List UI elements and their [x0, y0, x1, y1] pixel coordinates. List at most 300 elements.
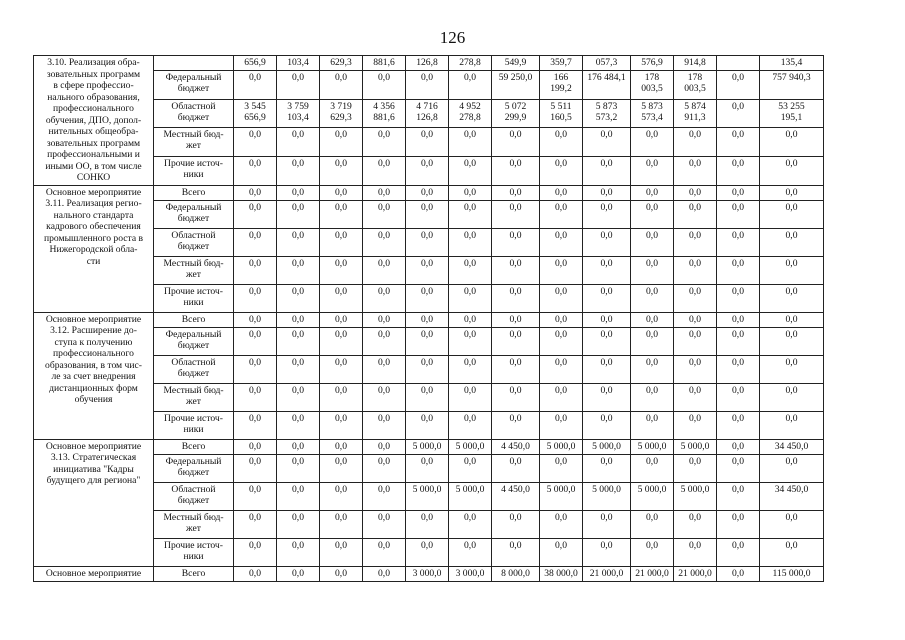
value-cell: 057,3 — [583, 56, 631, 71]
value-cell: 0,0 — [717, 566, 760, 581]
value-cell: 0,0 — [492, 185, 540, 200]
value-cell: 0,0 — [406, 185, 449, 200]
value-cell: 0,0 — [717, 482, 760, 510]
value-cell: 0,0 — [234, 228, 277, 256]
value-cell: 0,0 — [674, 355, 717, 383]
value-cell: 0,0 — [406, 312, 449, 327]
value-cell: 0,0 — [631, 355, 674, 383]
table-row — [34, 312, 824, 327]
value-cell: 0,0 — [234, 482, 277, 510]
value-cell: 0,0 — [583, 128, 631, 157]
funding-source-cell: Федеральный бюджет — [154, 454, 234, 482]
value-cell: 0,0 — [277, 355, 320, 383]
value-cell: 0,0 — [449, 383, 492, 411]
value-cell: 0,0 — [674, 200, 717, 228]
value-cell: 5 000,0 — [449, 439, 492, 454]
value-cell: 0,0 — [449, 454, 492, 482]
value-cell: 21 000,0 — [631, 566, 674, 581]
table-row — [34, 439, 824, 454]
value-cell: 0,0 — [363, 284, 406, 312]
value-cell: 3 545 656,9 — [234, 99, 277, 128]
value-cell: 5 000,0 — [674, 482, 717, 510]
value-cell: 0,0 — [234, 312, 277, 327]
value-cell: 0,0 — [234, 128, 277, 157]
table-row — [34, 56, 824, 71]
total-cell: 0,0 — [760, 383, 824, 411]
value-cell: 0,0 — [320, 128, 363, 157]
value-cell: 0,0 — [631, 200, 674, 228]
funding-source-cell: Прочие источ- ники — [154, 538, 234, 566]
value-cell: 0,0 — [234, 411, 277, 439]
value-cell: 103,4 — [277, 56, 320, 71]
value-cell: 38 000,0 — [540, 566, 583, 581]
value-cell: 0,0 — [540, 454, 583, 482]
value-cell: 629,3 — [320, 56, 363, 71]
value-cell: 0,0 — [717, 538, 760, 566]
value-cell: 656,9 — [234, 56, 277, 71]
total-cell: 0,0 — [760, 411, 824, 439]
table-row — [34, 185, 824, 200]
value-cell: 0,0 — [540, 355, 583, 383]
value-cell: 0,0 — [406, 200, 449, 228]
value-cell: 0,0 — [674, 284, 717, 312]
value-cell: 0,0 — [674, 156, 717, 185]
value-cell: 0,0 — [363, 128, 406, 157]
value-cell: 0,0 — [717, 284, 760, 312]
total-cell: 0,0 — [760, 312, 824, 327]
funding-source-cell: Всего — [154, 312, 234, 327]
value-cell: 3 000,0 — [406, 566, 449, 581]
value-cell: 0,0 — [320, 312, 363, 327]
value-cell: 0,0 — [363, 355, 406, 383]
value-cell: 0,0 — [717, 383, 760, 411]
value-cell: 0,0 — [277, 566, 320, 581]
total-cell: 0,0 — [760, 454, 824, 482]
value-cell: 0,0 — [406, 411, 449, 439]
value-cell: 176 484,1 — [583, 71, 631, 100]
value-cell: 0,0 — [583, 228, 631, 256]
total-cell: 34 450,0 — [760, 439, 824, 454]
value-cell: 0,0 — [234, 200, 277, 228]
total-cell: 0,0 — [760, 185, 824, 200]
value-cell: 0,0 — [277, 510, 320, 538]
value-cell: 0,0 — [674, 128, 717, 157]
value-cell: 0,0 — [717, 200, 760, 228]
funding-source-cell: Федеральный бюджет — [154, 200, 234, 228]
value-cell: 0,0 — [320, 566, 363, 581]
value-cell: 0,0 — [717, 355, 760, 383]
value-cell: 0,0 — [540, 228, 583, 256]
value-cell: 4 450,0 — [492, 439, 540, 454]
value-cell: 0,0 — [492, 383, 540, 411]
value-cell: 0,0 — [449, 256, 492, 284]
value-cell: 0,0 — [320, 71, 363, 100]
value-cell: 5 874 911,3 — [674, 99, 717, 128]
funding-source-cell: Прочие источ- ники — [154, 156, 234, 185]
value-cell: 0,0 — [234, 284, 277, 312]
value-cell: 0,0 — [583, 256, 631, 284]
value-cell: 8 000,0 — [492, 566, 540, 581]
value-cell: 59 250,0 — [492, 71, 540, 100]
total-cell: 0,0 — [760, 510, 824, 538]
value-cell: 126,8 — [406, 56, 449, 71]
value-cell: 0,0 — [540, 185, 583, 200]
value-cell: 0,0 — [363, 383, 406, 411]
value-cell: 914,8 — [674, 56, 717, 71]
value-cell: 5 000,0 — [631, 482, 674, 510]
value-cell: 5 000,0 — [540, 439, 583, 454]
value-cell: 0,0 — [583, 185, 631, 200]
value-cell: 4 356 881,6 — [363, 99, 406, 128]
value-cell: 0,0 — [449, 228, 492, 256]
value-cell: 0,0 — [540, 312, 583, 327]
value-cell: 0,0 — [583, 510, 631, 538]
value-cell: 166 199,2 — [540, 71, 583, 100]
value-cell: 0,0 — [492, 312, 540, 327]
value-cell: 0,0 — [492, 355, 540, 383]
funding-source-cell: Прочие источ- ники — [154, 284, 234, 312]
value-cell: 0,0 — [631, 312, 674, 327]
activity-cell: Основное мероприятие — [34, 566, 154, 581]
value-cell: 278,8 — [449, 56, 492, 71]
value-cell: 0,0 — [492, 538, 540, 566]
value-cell: 4 450,0 — [492, 482, 540, 510]
total-cell: 0,0 — [760, 128, 824, 157]
value-cell: 0,0 — [363, 566, 406, 581]
value-cell: 0,0 — [277, 482, 320, 510]
value-cell: 0,0 — [277, 383, 320, 411]
value-cell: 0,0 — [363, 156, 406, 185]
value-cell: 0,0 — [234, 256, 277, 284]
value-cell: 0,0 — [449, 128, 492, 157]
value-cell: 0,0 — [320, 327, 363, 355]
value-cell: 5 000,0 — [449, 482, 492, 510]
value-cell: 0,0 — [277, 256, 320, 284]
value-cell: 0,0 — [449, 355, 492, 383]
value-cell: 0,0 — [406, 538, 449, 566]
value-cell: 5 000,0 — [583, 482, 631, 510]
value-cell: 0,0 — [320, 185, 363, 200]
value-cell: 0,0 — [363, 482, 406, 510]
total-cell: 0,0 — [760, 156, 824, 185]
value-cell: 0,0 — [492, 454, 540, 482]
value-cell: 0,0 — [540, 510, 583, 538]
funding-source-cell: Всего — [154, 439, 234, 454]
value-cell: 0,0 — [449, 200, 492, 228]
funding-source-cell: Местный бюд- жет — [154, 510, 234, 538]
value-cell: 0,0 — [631, 156, 674, 185]
funding-source-cell: Прочие источ- ники — [154, 411, 234, 439]
value-cell: 0,0 — [363, 510, 406, 538]
activity-cell: 3.10. Реализация обра- зовательных программ в сфере профессио- нального образования, профессионального обучения, ДПО, допол- нительных общеобра- зовательных программ профессиональными и иными ОО, в том числе СОНКО — [34, 56, 154, 186]
value-cell: 0,0 — [320, 439, 363, 454]
value-cell: 0,0 — [492, 510, 540, 538]
value-cell: 0,0 — [492, 256, 540, 284]
total-cell: 135,4 — [760, 56, 824, 71]
funding-source-cell: Федеральный бюджет — [154, 327, 234, 355]
value-cell: 0,0 — [449, 71, 492, 100]
value-cell: 0,0 — [717, 312, 760, 327]
value-cell: 0,0 — [674, 228, 717, 256]
funding-source-cell: Местный бюд- жет — [154, 383, 234, 411]
total-cell: 757 940,3 — [760, 71, 824, 100]
value-cell: 0,0 — [277, 284, 320, 312]
value-cell: 0,0 — [631, 454, 674, 482]
value-cell: 0,0 — [234, 71, 277, 100]
value-cell: 0,0 — [277, 411, 320, 439]
table-row — [34, 566, 824, 581]
value-cell: 0,0 — [540, 156, 583, 185]
value-cell: 0,0 — [234, 454, 277, 482]
value-cell: 0,0 — [540, 128, 583, 157]
funding-source-cell: Областной бюджет — [154, 355, 234, 383]
value-cell: 0,0 — [449, 411, 492, 439]
value-cell: 0,0 — [631, 327, 674, 355]
value-cell: 0,0 — [717, 439, 760, 454]
value-cell: 0,0 — [583, 383, 631, 411]
value-cell: 0,0 — [449, 510, 492, 538]
total-cell: 0,0 — [760, 538, 824, 566]
value-cell: 0,0 — [492, 327, 540, 355]
value-cell: 4 716 126,8 — [406, 99, 449, 128]
activity-cell: Основное мероприятие 3.13. Стратегическая инициатива "Кадры будущего для региона" — [34, 439, 154, 566]
value-cell: 0,0 — [406, 355, 449, 383]
value-cell: 0,0 — [583, 284, 631, 312]
activity-cell: Основное мероприятие 3.11. Реализация регио- нального стандарта кадрового обеспечения промышленного роста в Нижегородской обла- сти — [34, 185, 154, 312]
value-cell: 0,0 — [492, 128, 540, 157]
value-cell: 0,0 — [540, 256, 583, 284]
page-number: 126 — [439, 28, 466, 47]
total-cell: 0,0 — [760, 355, 824, 383]
value-cell: 0,0 — [363, 256, 406, 284]
value-cell: 0,0 — [449, 327, 492, 355]
value-cell: 0,0 — [277, 439, 320, 454]
value-cell: 359,7 — [540, 56, 583, 71]
value-cell: 0,0 — [492, 228, 540, 256]
value-cell: 0,0 — [320, 383, 363, 411]
value-cell: 0,0 — [717, 228, 760, 256]
value-cell: 0,0 — [277, 228, 320, 256]
value-cell: 0,0 — [234, 538, 277, 566]
funding-source-cell: Всего — [154, 566, 234, 581]
value-cell: 0,0 — [363, 228, 406, 256]
value-cell: 0,0 — [320, 200, 363, 228]
value-cell: 21 000,0 — [674, 566, 717, 581]
value-cell: 0,0 — [717, 510, 760, 538]
value-cell: 0,0 — [406, 510, 449, 538]
value-cell: 0,0 — [717, 128, 760, 157]
value-cell: 3 759 103,4 — [277, 99, 320, 128]
value-cell: 0,0 — [717, 71, 760, 100]
value-cell: 0,0 — [631, 185, 674, 200]
value-cell: 0,0 — [449, 312, 492, 327]
value-cell: 0,0 — [631, 510, 674, 538]
value-cell: 0,0 — [583, 411, 631, 439]
value-cell: 0,0 — [406, 156, 449, 185]
total-cell: 0,0 — [760, 284, 824, 312]
value-cell: 0,0 — [320, 538, 363, 566]
value-cell: 0,0 — [277, 200, 320, 228]
value-cell: 0,0 — [717, 454, 760, 482]
value-cell: 0,0 — [717, 411, 760, 439]
funding-source-cell: Областной бюджет — [154, 99, 234, 128]
value-cell: 0,0 — [406, 228, 449, 256]
value-cell: 0,0 — [320, 284, 363, 312]
value-cell: 5 873 573,4 — [631, 99, 674, 128]
value-cell: 178 003,5 — [631, 71, 674, 100]
value-cell: 0,0 — [320, 510, 363, 538]
total-cell: 115 000,0 — [760, 566, 824, 581]
value-cell: 0,0 — [406, 256, 449, 284]
value-cell: 0,0 — [583, 538, 631, 566]
value-cell: 0,0 — [363, 439, 406, 454]
value-cell: 0,0 — [631, 411, 674, 439]
value-cell: 0,0 — [449, 284, 492, 312]
value-cell: 0,0 — [277, 538, 320, 566]
value-cell: 0,0 — [540, 411, 583, 439]
value-cell: 5 000,0 — [583, 439, 631, 454]
value-cell: 0,0 — [540, 284, 583, 312]
value-cell: 3 719 629,3 — [320, 99, 363, 128]
value-cell: 0,0 — [234, 156, 277, 185]
value-cell: 0,0 — [492, 284, 540, 312]
value-cell: 0,0 — [277, 312, 320, 327]
value-cell: 5 873 573,2 — [583, 99, 631, 128]
value-cell: 0,0 — [406, 454, 449, 482]
funding-source-cell: Местный бюд- жет — [154, 256, 234, 284]
value-cell: 0,0 — [320, 411, 363, 439]
value-cell: 178 003,5 — [674, 71, 717, 100]
value-cell: 0,0 — [540, 538, 583, 566]
value-cell: 0,0 — [320, 355, 363, 383]
value-cell: 0,0 — [320, 256, 363, 284]
value-cell: 0,0 — [449, 185, 492, 200]
value-cell: 0,0 — [583, 156, 631, 185]
value-cell: 0,0 — [717, 327, 760, 355]
value-cell: 5 072 299,9 — [492, 99, 540, 128]
value-cell: 0,0 — [320, 228, 363, 256]
value-cell: 0,0 — [234, 566, 277, 581]
value-cell: 0,0 — [234, 510, 277, 538]
budget-table-body — [34, 56, 824, 582]
value-cell: 0,0 — [540, 327, 583, 355]
funding-source-cell: Местный бюд- жет — [154, 128, 234, 157]
value-cell: 0,0 — [631, 383, 674, 411]
funding-source-cell: Областной бюджет — [154, 228, 234, 256]
value-cell: 5 000,0 — [540, 482, 583, 510]
value-cell: 5 000,0 — [674, 439, 717, 454]
total-cell: 0,0 — [760, 256, 824, 284]
value-cell: 0,0 — [277, 71, 320, 100]
total-cell: 34 450,0 — [760, 482, 824, 510]
value-cell: 0,0 — [363, 411, 406, 439]
value-cell: 0,0 — [674, 454, 717, 482]
value-cell: 0,0 — [449, 538, 492, 566]
value-cell: 0,0 — [277, 185, 320, 200]
value-cell: 0,0 — [234, 185, 277, 200]
value-cell: 0,0 — [406, 383, 449, 411]
value-cell: 5 000,0 — [406, 482, 449, 510]
value-cell: 5 000,0 — [631, 439, 674, 454]
value-cell: 0,0 — [674, 327, 717, 355]
activity-cell: Основное мероприятие 3.12. Расширение до- ступа к получению профессионального образования, в том чис- ле за счет внедрения дистанционных форм обучения — [34, 312, 154, 439]
funding-source-cell: Областной бюджет — [154, 482, 234, 510]
value-cell: 0,0 — [674, 510, 717, 538]
total-cell: 53 255 195,1 — [760, 99, 824, 128]
value-cell: 4 952 278,8 — [449, 99, 492, 128]
funding-source-cell: Всего — [154, 185, 234, 200]
funding-source-cell — [154, 56, 234, 71]
value-cell: 0,0 — [674, 312, 717, 327]
value-cell: 0,0 — [234, 383, 277, 411]
value-cell: 0,0 — [583, 454, 631, 482]
value-cell: 0,0 — [583, 327, 631, 355]
value-cell: 0,0 — [320, 482, 363, 510]
value-cell: 3 000,0 — [449, 566, 492, 581]
value-cell: 0,0 — [631, 284, 674, 312]
value-cell: 881,6 — [363, 56, 406, 71]
value-cell: 0,0 — [363, 312, 406, 327]
value-cell: 0,0 — [363, 71, 406, 100]
total-cell: 0,0 — [760, 228, 824, 256]
value-cell: 0,0 — [583, 312, 631, 327]
value-cell: 0,0 — [717, 99, 760, 128]
value-cell: 0,0 — [583, 355, 631, 383]
value-cell: 0,0 — [363, 200, 406, 228]
value-cell: 0,0 — [277, 454, 320, 482]
value-cell: 0,0 — [363, 327, 406, 355]
value-cell: 0,0 — [583, 200, 631, 228]
value-cell: 0,0 — [674, 185, 717, 200]
value-cell: 0,0 — [674, 383, 717, 411]
value-cell: 0,0 — [234, 439, 277, 454]
value-cell: 0,0 — [277, 327, 320, 355]
total-cell: 0,0 — [760, 200, 824, 228]
value-cell: 0,0 — [277, 156, 320, 185]
value-cell: 0,0 — [406, 327, 449, 355]
value-cell: 0,0 — [717, 185, 760, 200]
value-cell: 0,0 — [631, 256, 674, 284]
funding-source-cell: Федеральный бюджет — [154, 71, 234, 100]
value-cell: 0,0 — [363, 185, 406, 200]
value-cell: 0,0 — [674, 538, 717, 566]
value-cell — [717, 56, 760, 71]
value-cell: 0,0 — [492, 200, 540, 228]
value-cell: 549,9 — [492, 56, 540, 71]
value-cell: 5 000,0 — [406, 439, 449, 454]
value-cell: 0,0 — [674, 411, 717, 439]
value-cell: 0,0 — [406, 128, 449, 157]
value-cell: 0,0 — [492, 411, 540, 439]
value-cell: 0,0 — [363, 538, 406, 566]
value-cell: 0,0 — [320, 156, 363, 185]
value-cell: 0,0 — [631, 538, 674, 566]
value-cell: 21 000,0 — [583, 566, 631, 581]
value-cell: 0,0 — [717, 256, 760, 284]
value-cell: 0,0 — [234, 355, 277, 383]
value-cell: 576,9 — [631, 56, 674, 71]
value-cell: 0,0 — [234, 327, 277, 355]
value-cell: 0,0 — [406, 71, 449, 100]
budget-table — [33, 55, 824, 582]
value-cell: 0,0 — [717, 156, 760, 185]
value-cell: 0,0 — [540, 383, 583, 411]
value-cell: 0,0 — [674, 256, 717, 284]
value-cell: 0,0 — [492, 156, 540, 185]
total-cell: 0,0 — [760, 327, 824, 355]
value-cell: 0,0 — [631, 228, 674, 256]
value-cell: 0,0 — [540, 200, 583, 228]
